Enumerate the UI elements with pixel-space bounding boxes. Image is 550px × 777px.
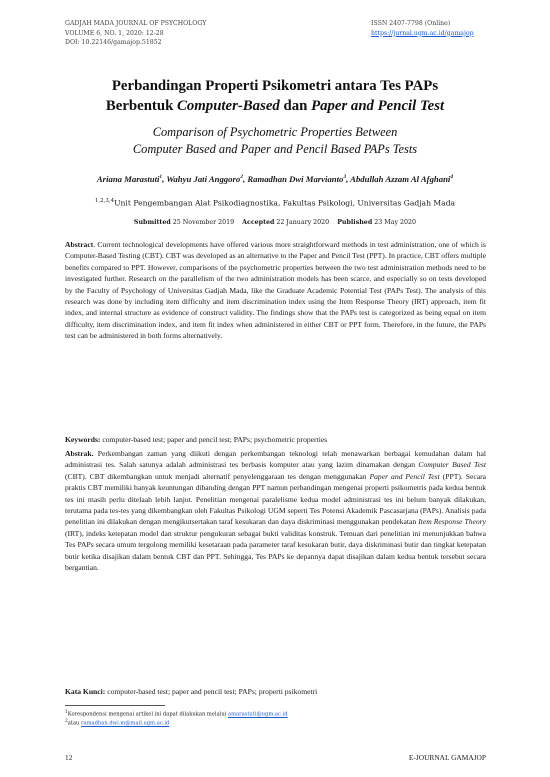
submitted-date: 25 November 2019: [172, 219, 235, 226]
email-link[interactable]: ramadhan.dwi.m@mail.ugm.ac.id: [81, 720, 170, 727]
author-marker: 2: [240, 174, 243, 180]
journal-volume: VOLUME 6, NO. 1, 2020: 12-28: [65, 29, 164, 37]
footnote-text: atau: [67, 720, 82, 727]
page-number: 12: [65, 753, 73, 762]
abstrak-text: Perkembangan zaman yang diikuti dengan perkembangan teknologi telah menawarkan berbagai kemudahan dalam hal administrasi tes. Salah satunya adalah administrasi tes berbasis komputer atau yang lazim dinamakan dengan: [65, 449, 486, 470]
accepted-date: 22 January 2020: [276, 219, 330, 226]
author-name: , Wahyu Jati Anggoro: [162, 173, 241, 184]
abstrak-text: (CBT). CBT dikembangkan untuk menjadi alternatif penyelenggaraan tes dengan menggunakan: [65, 471, 370, 481]
footnote-marker: 1: [65, 710, 68, 715]
title-line-1: Perbandingan Properti Psikometri antara Tes PAPs: [111, 78, 439, 94]
journal-name: GADJAH MADA JOURNAL OF PSYCHOLOGY: [65, 20, 207, 27]
abstrak-label: Abstrak.: [65, 449, 94, 458]
title-line-2: [0, 96, 550, 116]
submitted-label: Submitted: [133, 219, 171, 226]
article-title: [0, 76, 550, 116]
abstract-text: . Current technological developments have offered various more straightforward methods in test administration, one of which is Computer-Based Testing (CBT). CBT was developed as an alternative to the Paper and Pencil Test (PPT). In practice, CBT offers multiple benefits compared to PPT. However, comparisons of the psychometric properties between the two test administration methods need to be investigated further. Research on the parallelism of the two administration models has been scarce, and especially so on tests developed by the Faculty of Psychology of Universitas Gadjah Mada, like the Graduate Academic Potential Test (PAPs Test). The analysis of this research was done by including item difficulty and item discrimination index using the Item Response Theory (IRT) approach, item fit index, and internal structure as evidence of construct validity. The findings show that the PAPs test is categorized as being equal on item difficulty, item discrimination index, and item fit index when administered in either CBT or PPT form. Therefore, in the future, the PAPs test can be administered in both forms alternatively.: [65, 240, 486, 341]
title-italic-text: Computer-Based: [177, 98, 280, 114]
email-link[interactable]: amarastuti@ugm.ac.id: [227, 711, 288, 718]
author-name: , Abdullah Azzam Al Afghani: [346, 173, 451, 184]
footnote-text: Korespondensi mengenai artikel ini dapat dilakukan melalui: [67, 711, 228, 718]
abstract-paragraph: [65, 239, 486, 342]
abstrak-italic-term: Computer Based Test: [418, 460, 486, 470]
article-doi: DOI: 10.22146/gamajop.51852: [65, 39, 162, 46]
kata-kunci-text: computer-based test; paper and pencil test; PAPs; properti psikometri: [105, 687, 318, 696]
running-header-left: [65, 19, 206, 48]
kata-kunci: [65, 686, 486, 697]
published-label: Published: [337, 219, 373, 226]
english-title-line-2: Computer Based and Paper and Pencil Based PAPs Tests: [132, 142, 418, 156]
affiliation-marker: 1,2,3,4: [94, 198, 115, 204]
author-marker: 3: [343, 174, 347, 180]
keywords-label: Keywords:: [65, 435, 101, 444]
author-list: [80, 171, 470, 185]
abstrak-text: (IRT), indeks ketepatan model dan struktur pengukuran sebagai bukti validitas konstruk. Temuan dari penelitian ini menunjukkan bahwa Tes PAPs secara umum tergolong memiliki kesetaraan pada parameter taraf kesukaran butir, daya diskriminasi butir dan tingkat ketepatan butir ketika disajikan dalam bentuk CBT dan PPT. Sehingga, Tes PAPs ke depannya dapat disajikan dalam kedua bentuk tersebut secara bergantian.: [65, 528, 486, 573]
running-header-right: [371, 19, 474, 38]
keywords: [65, 434, 486, 445]
author-name: Ariana Marastuti: [96, 173, 160, 184]
author-name: , Ramadhan Dwi Marvianto: [242, 173, 344, 184]
abstrak-paragraph: [65, 448, 486, 573]
english-title-line-1: Comparison of Psychometric Properties Between: [152, 125, 398, 139]
kata-kunci-label: Kata Kunci:: [65, 687, 106, 696]
affiliation: [0, 198, 550, 208]
abstrak-italic-term: Paper and Pencil Test: [369, 471, 440, 481]
published-date: 23 May 2020: [374, 219, 417, 226]
article-dates: [0, 219, 550, 226]
abstrak-italic-term: Item Response Theory: [418, 517, 487, 527]
author-marker: 1: [159, 174, 163, 180]
journal-url-link[interactable]: https://jurnal.ugm.ac.id/gamajop: [371, 29, 474, 37]
author-marker: 4: [450, 174, 454, 180]
keywords-text: computer-based test; paper and pencil test; PAPs; psychometric properties: [100, 435, 328, 444]
footnote-marker: 2: [65, 719, 68, 724]
footer-journal: E-JOURNAL GAMAJOP: [408, 753, 486, 762]
title-italic-text: Paper and Pencil Test: [311, 98, 445, 114]
accepted-label: Accepted: [242, 219, 275, 226]
title-text: dan: [279, 98, 312, 114]
footnote-divider: [65, 705, 165, 706]
title-text: Berbentuk: [105, 98, 178, 114]
journal-issn: ISSN 2407-7798 (Online): [371, 20, 451, 27]
footnote-2: [65, 718, 169, 728]
abstrak-text: (PPT). Secara praktis CBT memiliki banyak keuntungan dibanding dengan PPT namun perbandingan mengenai properti psikometris pada kedua bentuk tes ini masih perlu ditelaah lebih lanjut. Penelitian mengenai paralelisme kedua model administrasi tes ini belum banyak dilakukan, terutama pada tes-tes yang dikembangkan oleh Fakultas Psikologi UGM seperti Tes Potensi Akademik Pascasarjana (PAPs). Analisis pada penelitian ini dilakukan dengan mengikutsertakan taraf kesukaran dan daya diskriminasi menggunakan pendekatan: [65, 471, 486, 527]
abstract-label: Abstract: [65, 240, 94, 249]
affiliation-text: Unit Pengembangan Alat Psikodiagnostika, Fakultas Psikologi, Universitas Gadjah Mada: [114, 198, 456, 208]
english-title: [0, 124, 550, 158]
